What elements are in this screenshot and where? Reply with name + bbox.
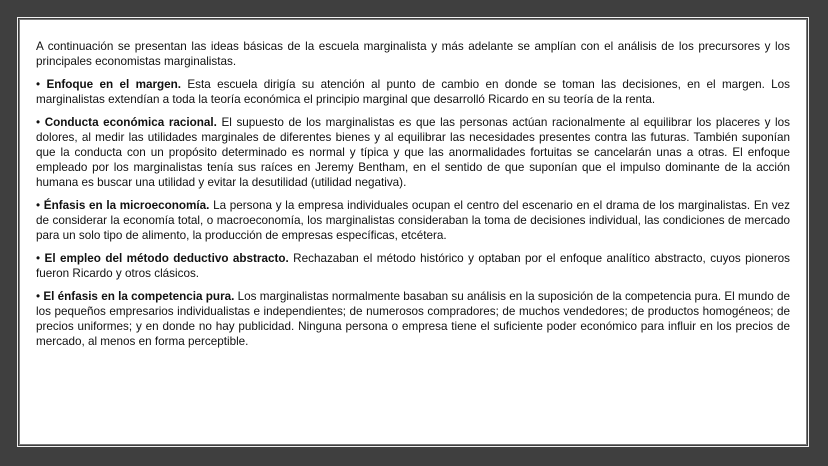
point-text: Rechazaban el método histórico y optaban por el enfoque analítico abstracto, cuyos pioneros fueron Ricardo y otros clásicos.: [36, 252, 791, 280]
point-text: El supuesto de los marginalistas es que las personas actúan racionalmente al equilibrar los placeres y los dolores, al medir las utilidades marginales de diferentes bienes y al equilibrar las necesidades presentes contra las futuras. También suponían que la conducta con un propósito determinado es normal y típica y que las anormalidades fortuitas se cancelarán unas a otras. El enfoque empleado por los marginalistas tenía sus raíces en Jeremy Bentham, en el sentido de que suponían que el impulso dominante de la acción humana es buscar una utilidad y evitar la desutilidad (utilidad negativa).: [36, 116, 790, 189]
intro-paragraph: A continuación se presentan las ideas básicas de la escuela marginalista y más adelante se amplían con el análisis de los precursores y los principales economistas marginalistas.: [36, 40, 790, 68]
point-title: Conducta económica racional.: [44, 116, 217, 129]
point-title: El énfasis en la competencia pura.: [43, 290, 235, 303]
point-text: La persona y la empresa individuales ocupan el centro del escenario en el drama de los marginalistas. En vez de considerar la economía total, o macroeconomía, los marginalistas consideraban la toma de decisiones individual, las condiciones de mercado para un solo tipo de alimento, la producción de empresas específicas, etcétera.: [36, 199, 790, 242]
point-title: El empleo del método deductivo abstracto.: [44, 252, 289, 265]
point-rational-conduct: [36, 115, 790, 190]
point-text: Esta escuela dirigía su atención al punto de cambio en donde se toman las decisiones, en el margen. Los marginalistas extendían a toda la teoría económica el principio marginal que desarrolló Ricardo en su teoría de la renta.: [36, 78, 791, 106]
point-text: Los marginalistas normalmente basaban su análisis en la suposición de la competencia pura. El mundo de los pequeños empresarios individualistas e independientes; de numerosos compradores; de muchos vendedores; de productos homogéneos; de precios uniformes; y en donde no hay publicidad. Ninguna persona o empresa tiene el suficiente poder económico para influir en los precios de mercado, al menos en forma perceptible.: [36, 290, 790, 348]
bullet: •: [36, 199, 41, 212]
bullet: •: [36, 78, 41, 91]
bullet: •: [36, 290, 41, 303]
point-margin: [36, 77, 790, 107]
point-microeconomics: [36, 198, 790, 243]
bullet: •: [36, 116, 41, 129]
point-title: Énfasis en la microeconomía.: [43, 199, 210, 212]
point-deductive-method: [36, 251, 790, 281]
point-pure-competition: [36, 289, 790, 349]
point-title: Enfoque en el margen.: [46, 78, 182, 91]
bullet: •: [36, 252, 41, 265]
text-box: [19, 19, 807, 445]
slide-frame: [17, 17, 809, 447]
